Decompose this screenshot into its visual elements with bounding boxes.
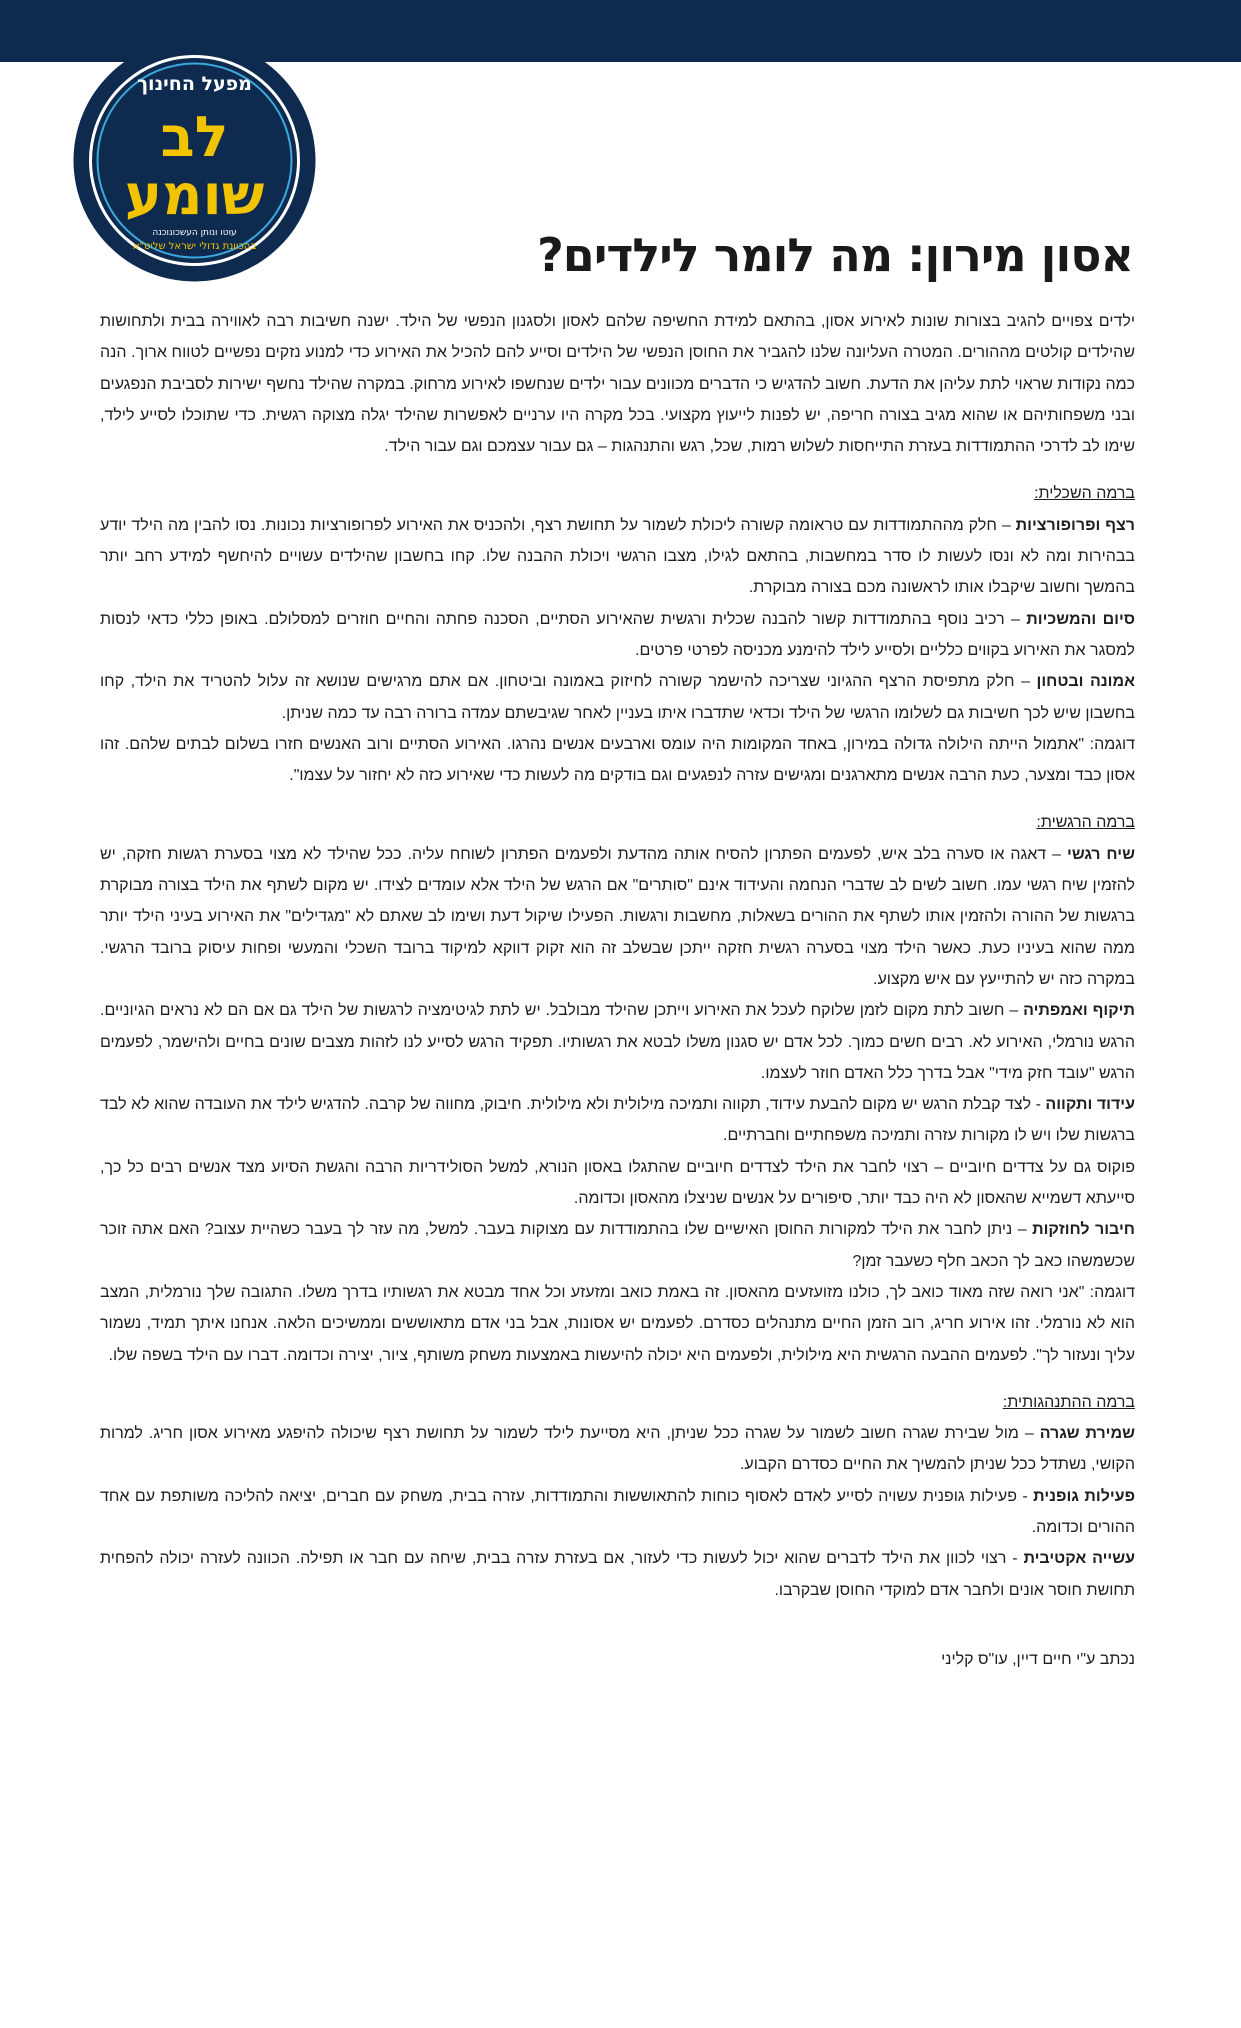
section-heading-behavioral: ברמה ההתנהגותית: (1002, 1393, 1135, 1411)
item-text: - רצוי לכוון את הילד לדברים שהוא יכול לעשות כדי לעזור, אם בעזרת עזרה בבית, שיחה עם חבר או תפילה. הכוונה לעזרה יכולה להפחית תחושת חוסר אונים ולחבר אדם למוקדי החוסן שבקרבו. (100, 1550, 1135, 1599)
intro-paragraph: ילדים צפויים להגיב בצורות שונות לאירוע אסון, בהתאם למידת החשיפה שלהם לאסון ולסגנון הנפשי של הילד. ישנה חשיבות רבה לאווירה בבית ולתחושות שהילדים קולטים מההורים. המטרה העליונה שלנו להגביר את החוסן הנפשי של הילדים וסייע להם להכיל את האירוע כדי למנוע נזקים נפשיים לטווח ארוך. הנה כמה נקודות שראוי לתת עליהן את הדעת. חשוב להדגיש כי הדברים מכוונים עבור ילדים שנחשפו לאירוע מרחוק. במקרה שהילד נחשף ישירות לסביבת הנפגעים ובני משפחותיהם או שהוא מגיב בצורה חריפה, יש לפנות לייעוץ מקצועי. בכל מקרה היו ערניים לאפשרות שהילד יגלה מצוקה רגשית. כדי שתוכלו לסייע לילד, שימו לב לדרכי ההתמודדות בעזרת התייחסות לשלוש רמות, שכל, רגש והתנהגות – גם עבור עצמכם וגם עבור הילד. (100, 313, 1135, 456)
cognitive-item (100, 666, 1135, 729)
page-title: אסון מירון: מה לומר לילדים? (537, 228, 1133, 282)
author-signature: נכתב ע"י חיים דיין, עו"ס קליני (941, 1650, 1135, 1668)
item-term: שיח רגשי (1066, 845, 1136, 863)
item-term: חיבור לחוזקות (1032, 1221, 1136, 1239)
logo-org-name: מפעל החינוך (137, 73, 252, 95)
behavioral-item (100, 1543, 1135, 1606)
item-text: – ניתן לחבר את הילד למקורות החוסן האישיים שלו בהתמודדות עם מצוקות בעבר. למשל, מה עזר לך בעבר כשהיית עצוב? האם אתה זוכר שכשמשהו כאב לך הכאב חלף כשעבר זמן? (100, 1221, 1135, 1270)
item-term: רצף ופרופורציות (1015, 516, 1135, 534)
emotional-item (100, 1214, 1135, 1277)
cognitive-item (100, 604, 1135, 667)
item-term: אמונה ובטחון (1036, 673, 1136, 691)
item-term: תיקוף ואמפתיה (1023, 1002, 1135, 1020)
item-text: – דאגה או סערה בלב איש, לפעמים הפתרון להסיח אותה מהדעת ולפעמים הפתרון לשוחח עליה. ככל שהילד לא מצוי בסערת רגשות חזקה, יש להזמין שיח רגשי עמו. חשוב לשים לב שדברי הנחמה והעידוד אינם "סותרים" אם הרגש של הילד אלא עומדים לצידו. יש מקום לשתף את הילד בצורה מבוקרת ברגשות של ההורה ולהזמין אותו לשתף את ההורים בשאלות, מחשבות ורגשות. הפעילו שיקול דעת ושימו לב שאתם לא "מגדילים" את האירוע בעיני הילד יותר ממה שהוא בעיניו כעת. כאשר הילד מצוי בסערה רגשית חזקה ייתכן שבשלב זה הוא זקוק דווקא למיקוד ברובד השכלי והמעשי ופחות עיסוק ברובד הרגשי. במקרה כזה יש להתייעץ עם איש מקצוע. (100, 845, 1135, 988)
behavioral-item (100, 1481, 1135, 1544)
item-term: סיום והמשכיות (1026, 610, 1135, 628)
item-text: - פעילות גופנית עשויה לסייע לאדם לאסוף כוחות להתאוששות והתמודדות, עזרה בבית, משחק עם חברים, יציאה להליכה משותפת עם אחד ההורים וכדומה. (100, 1487, 1135, 1536)
section-heading-emotional: ברמה הרגשית: (1036, 814, 1135, 832)
item-term: שמירת שגרה (1039, 1425, 1136, 1443)
emotional-item (100, 839, 1135, 995)
logo-name-line1: לב (160, 105, 229, 170)
emotional-item (100, 995, 1135, 1089)
logo-tagline: עוטו ונותן העשכונוכנה (152, 228, 237, 238)
cognitive-item (100, 510, 1135, 604)
article-body (100, 306, 1135, 1675)
item-text: – חלק מההתמודדות עם טראומה קשורה ליכולת לשמור על תחושת רצף, ולהכניס את האירוע לפרופורציות נכונות. נסו להבין מה הילד יודע בבהירות ומה לא ונסו לעשות לו סדר במחשבות, בהתאם לגילו, מצבו הרגשי ויכולת ההבנה שלו. קחו בחשבון שהילדים עשויים להיחשף למידע רחב יותר בהמשך וחשוב שיקבלו אותו לראשונה מכם בצורה מבוקרת. (100, 516, 1135, 597)
item-term: עשייה אקטיבית (1023, 1550, 1135, 1568)
emotional-item (100, 1152, 1135, 1215)
item-term: עידוד ותקווה (1045, 1096, 1135, 1114)
emotional-item (100, 1089, 1135, 1152)
section-heading-cognitive: ברמה השכלית: (1034, 485, 1135, 503)
item-term: פעילות גופנית (1033, 1487, 1135, 1505)
item-text: – חלק מתפיסת הרצף ההגיוני שצריכה להישמר קשורה לחיזוק באמונה וביטחון. אם אתם מרגישים שנושא זה עלול להטריד את הילד, קחו בחשבון שיש לכך חשיבות גם לשלומו הרגשי של הילד וכדאי שתדברו איתו בעניין לאחר שגיבשתם עמדה ברורה רבה עד כמה שניתן. (100, 673, 1135, 722)
emotional-example: דוגמה: "אני רואה שזה מאוד כואב לך, כולנו מזועזעים מהאסון. זה באמת כואב ומזעזע וכל אחד מבטא את רגשותיו בדרך משלו. התגובה שלך נורמלית, המצב הוא לא נורמלי. זהו אירוע חריג, רוב הזמן החיים מתנהלים כסדרם. לפעמים יש אסונות, אבל בני אדם מתאוששים וממשיכים הלאה. אנחנו איתך תמיד, נשמור עליך ונעזור לך". לפעמים ההבעה הרגשית היא מילולית, ולפעמים היא יכולה להיעשות באמצעות משחק משותף, ציור, יצירה וכדומה. דברו עם הילד בשפה שלו. (100, 1283, 1135, 1364)
item-text: - לצד קבלת הרגש יש מקום להבעת עידוד, תקווה ותמיכה מילולית ולא מילולית. חיבוק, מחווה של קרבה. להדגיש לילד את העובדה שהוא לא לבד ברגשות שלו ויש לו מקורות עזרה ותמיכה משפחתיים וחברתיים. (100, 1096, 1135, 1145)
organization-logo (72, 38, 317, 283)
logo-tagline-2: בהכוונת גדולי ישראל שליט"א (132, 241, 257, 252)
behavioral-item (100, 1418, 1135, 1481)
logo-name-line2: שומע (124, 163, 265, 228)
item-text: – חשוב לתת מקום לזמן שלוקח לעכל את האירוע וייתכן שהילד מבולבל. יש לתת לגיטימציה לרגשות של הילד גם אם הם לא נראים הגיוניים. הרגש נורמלי, האירוע לא. רבים חשים כמוך. לכל אדם יש סגנון משלו לבטא את רגשותיו. תפקיד הרגש לסייע לנו לזהות מצבים שונים בחיים ולהישמר, לפעמים הרגש "עובד חזק מידי" אבל בדרך כלל האדם חוזר לעצמו. (100, 1002, 1135, 1082)
item-text: – רכיב נוסף בהתמודדות קשור להבנה שכלית ורגשית שהאירוע הסתיים, הסכנה פחתה והחיים חוזרים למסלולם. באופן כללי כדאי לנסות למסגר את האירוע בקווים כלליים ולסייע לילד להימנע מכניסה לפרטי פרטים. (100, 610, 1135, 659)
cognitive-example: דוגמה: "אתמול הייתה הילולה גדולה במירון, באחד המקומות היה עומס וארבעים אנשים נהרגו. האירוע הסתיים ורוב האנשים חזרו בשלום לבתים שלהם. זהו אסון כבד ומצער, כעת הרבה אנשים מתארגנים ומגישים עזרה לנפגעים וגם בודקים מה לעשות כדי שאירוע כזה לא יחזור על עצמו". (100, 735, 1135, 785)
item-text: – מול שבירת שגרה חשוב לשמור על שגרה ככל שניתן, היא מסייעת לילד לשמור על תחושת רצף שיכולה להיפגע מאירוע אסון חריג. למרות הקושי, נשתדל ככל שניתן להמשיך את החיים כסדרם הקבוע. (100, 1425, 1135, 1474)
item-text: פוקוס גם על צדדים חיוביים – רצוי לחבר את הילד לצדדים חיוביים שהתגלו באסון הנורא, למשל הסולידריות הרבה והגשת הסיוע מצד אנשים רבים כל כך, סייעתא דשמייא שהאסון לא היה כבד יותר, סיפורים על אנשים שניצלו מהאסון וכדומה. (100, 1158, 1135, 1208)
